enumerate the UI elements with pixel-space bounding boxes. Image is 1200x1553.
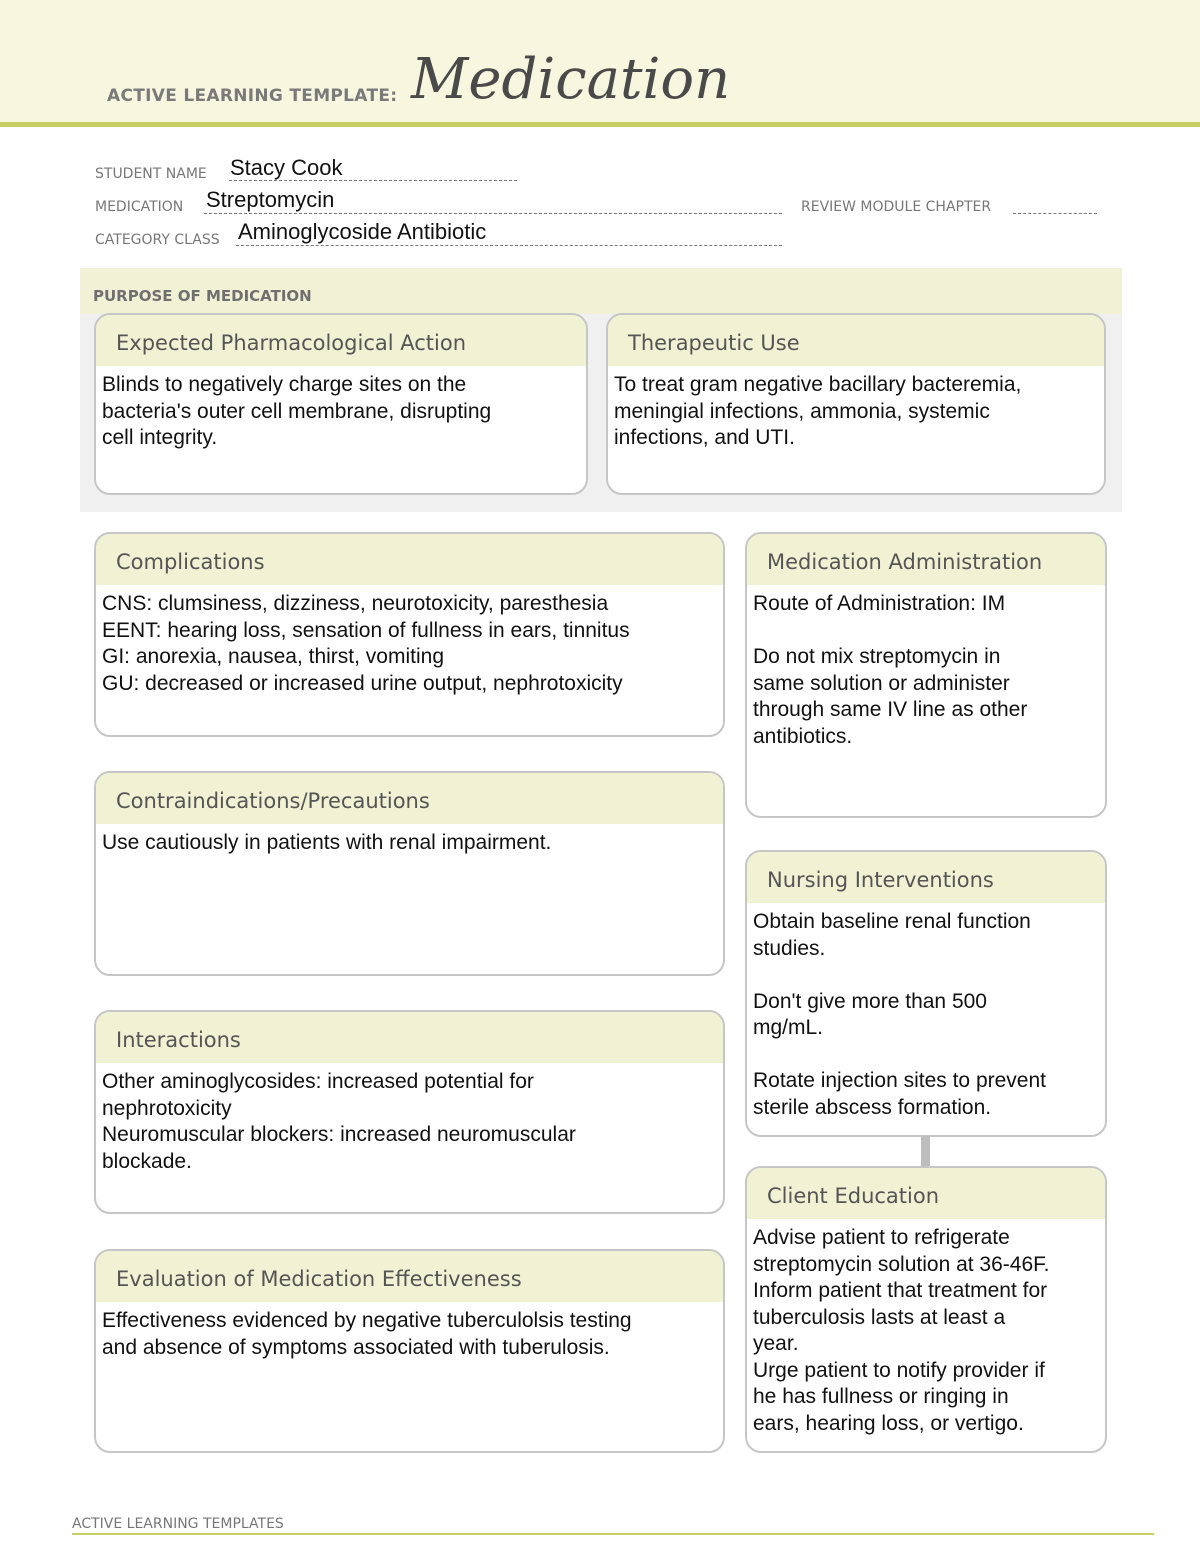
- text-line: meningial infections, ammonia, systemic: [614, 399, 990, 423]
- client-education-text[interactable]: [747, 1219, 1105, 1437]
- text-line: studies.: [753, 936, 826, 960]
- text-line: antibiotics.: [753, 724, 853, 748]
- text-line: Effectiveness evidenced by negative tuberculolsis testing: [102, 1309, 632, 1332]
- text-line: GU: decreased or increased urine output, nephrotoxicity: [102, 671, 623, 695]
- text-line: infections, and UTI.: [614, 426, 795, 449]
- nursing-interventions-text[interactable]: [747, 903, 1105, 1121]
- purpose-label: PURPOSE OF MEDICATION: [93, 287, 312, 305]
- text-line: year.: [753, 1332, 799, 1355]
- text-line: Rotate injection sites to prevent: [753, 1069, 1046, 1092]
- expected-action-title: Expected Pharmacological Action: [96, 315, 586, 366]
- student-name-label: STUDENT NAME: [95, 166, 207, 182]
- page-title: Medication: [411, 47, 731, 112]
- text-line: blockade.: [102, 1149, 192, 1173]
- text-line: he has fullness or ringing in: [753, 1385, 1009, 1408]
- text-line: sterile abscess formation.: [753, 1095, 992, 1119]
- category-class-field[interactable]: Aminoglycoside Antibiotic: [238, 219, 487, 244]
- text-line: GI: anorexia, nausea, thirst, vomiting: [102, 645, 444, 668]
- text-line: EENT: hearing loss, sensation of fullness in ears, tinnitus: [102, 618, 630, 642]
- text-line: [753, 1042, 1095, 1069]
- text-line: CNS: clumsiness, dizziness, neurotoxicity, paresthesia: [102, 592, 609, 615]
- nursing-interventions-box: [745, 850, 1107, 1137]
- student-name-field[interactable]: Stacy Cook: [230, 155, 343, 180]
- box-connector: [921, 1136, 930, 1166]
- text-line: Urge patient to notify provider if: [753, 1358, 1045, 1382]
- footer-label: ACTIVE LEARNING TEMPLATES: [72, 1516, 284, 1532]
- contraindications-title: Contraindications/Precautions: [96, 773, 723, 824]
- evaluation-box: [94, 1249, 725, 1453]
- administration-text[interactable]: [747, 585, 1105, 750]
- text-line: Don't give more than 500: [753, 989, 987, 1013]
- contraindications-text[interactable]: [96, 824, 723, 857]
- review-module-field[interactable]: [1013, 213, 1097, 214]
- text-line: Neuromuscular blockers: increased neuromuscular: [102, 1123, 576, 1146]
- student-name-rule: [229, 180, 517, 181]
- text-line: and absence of symptoms associated with tuberulosis.: [102, 1335, 610, 1359]
- therapeutic-use-text[interactable]: [608, 366, 1104, 452]
- medication-rule: [204, 213, 782, 214]
- administration-box: [745, 532, 1107, 818]
- text-line: [753, 962, 1095, 989]
- client-education-box: [745, 1166, 1107, 1453]
- interactions-text[interactable]: [96, 1063, 723, 1175]
- text-line: ears, hearing loss, or vertigo.: [753, 1411, 1024, 1435]
- complications-box: [94, 532, 725, 737]
- text-line: cell integrity.: [102, 426, 218, 449]
- review-module-label: REVIEW MODULE CHAPTER: [801, 199, 992, 215]
- header-divider: [0, 122, 1200, 127]
- text-line: tuberculosis lasts at least a: [753, 1305, 1006, 1329]
- text-line: Obtain baseline renal function: [753, 910, 1031, 933]
- text-line: through same IV line as other: [753, 698, 1028, 721]
- category-class-label: CATEGORY CLASS: [95, 232, 220, 248]
- text-line: bacteria's outer cell membrane, disrupting: [102, 399, 492, 423]
- client-education-title: Client Education: [747, 1168, 1105, 1219]
- complications-title: Complications: [96, 534, 723, 585]
- text-line: mg/mL.: [753, 1016, 824, 1039]
- interactions-title: Interactions: [96, 1012, 723, 1063]
- footer-divider: [72, 1533, 1154, 1535]
- text-line: To treat gram negative bacillary bacteremia,: [614, 373, 1022, 396]
- text-line: Inform patient that treatment for: [753, 1279, 1048, 1302]
- text-line: Use cautiously in patients with renal impairment.: [102, 831, 552, 854]
- therapeutic-use-box: [606, 313, 1106, 495]
- template-label: ACTIVE LEARNING TEMPLATE:: [107, 86, 398, 106]
- complications-text[interactable]: [96, 585, 723, 697]
- category-class-rule: [236, 245, 782, 246]
- text-line: Blinds to negatively charge sites on the: [102, 373, 467, 396]
- text-line: Route of Administration: IM: [753, 592, 1006, 615]
- text-line: Other aminoglycosides: increased potential for: [102, 1070, 534, 1093]
- evaluation-title: Evaluation of Medication Effectiveness: [96, 1251, 723, 1302]
- medication-label: MEDICATION: [95, 199, 184, 215]
- contraindications-box: [94, 771, 725, 976]
- text-line: Advise patient to refrigerate: [753, 1226, 1010, 1249]
- therapeutic-use-title: Therapeutic Use: [608, 315, 1104, 366]
- evaluation-text[interactable]: [96, 1302, 723, 1361]
- nursing-interventions-title: Nursing Interventions: [747, 852, 1105, 903]
- text-line: nephrotoxicity: [102, 1096, 232, 1120]
- text-line: streptomycin solution at 36-46F.: [753, 1252, 1050, 1276]
- administration-title: Medication Administration: [747, 534, 1105, 585]
- text-line: Do not mix streptomycin in: [753, 645, 1001, 668]
- text-line: [753, 618, 1095, 645]
- text-line: same solution or administer: [753, 671, 1010, 695]
- interactions-box: [94, 1010, 725, 1214]
- expected-action-text[interactable]: [96, 366, 586, 452]
- expected-action-box: [94, 313, 588, 495]
- medication-field[interactable]: Streptomycin: [206, 187, 335, 212]
